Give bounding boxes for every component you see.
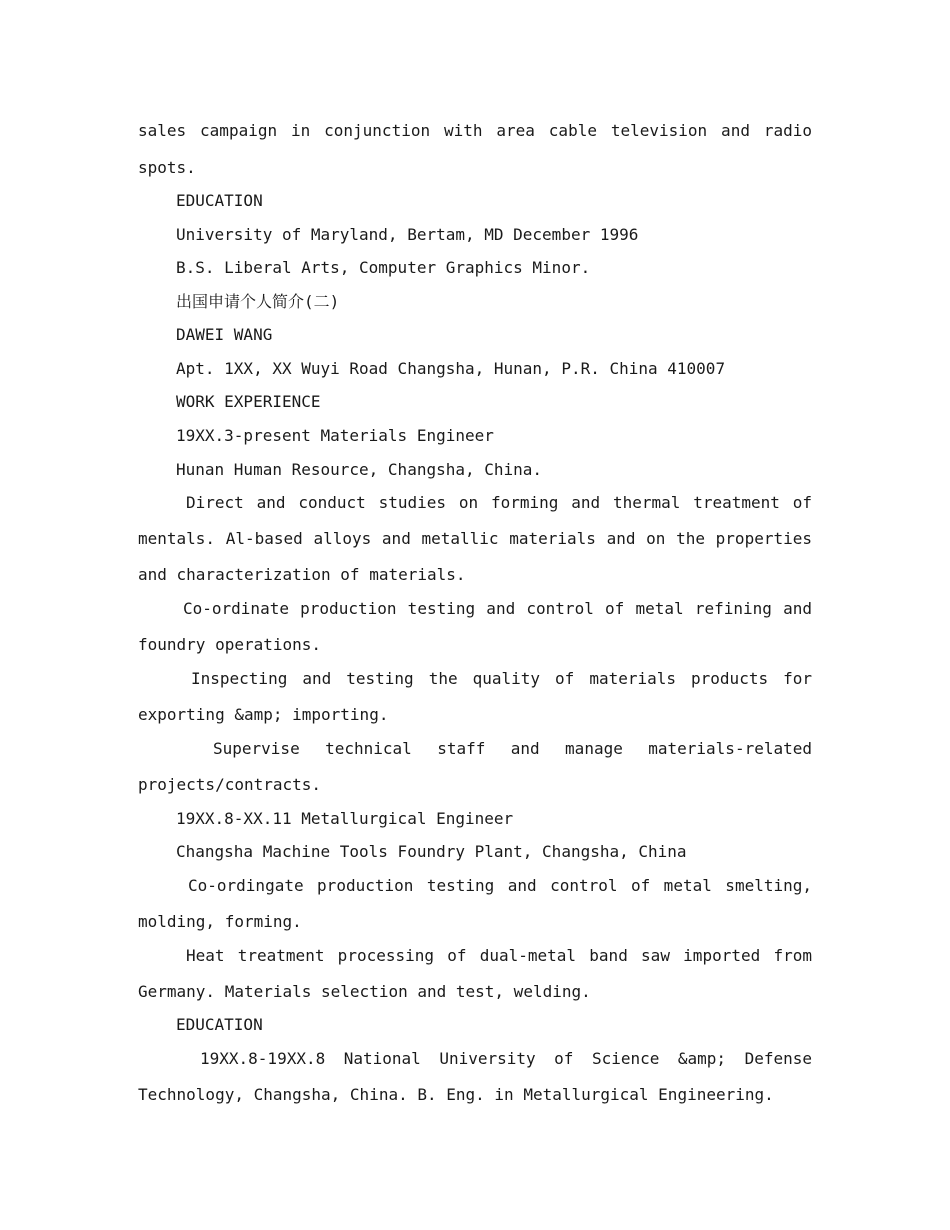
text-line: University of Maryland, Bertam, MD December 1996 [176,225,639,244]
text-line: and characterization of materials. [138,565,466,584]
text-line: projects/contracts. [138,775,322,794]
text-line: exporting &amp; importing. [138,705,389,724]
section-heading-education: EDUCATION [176,191,263,210]
text-line: Co-ordinate production testing and control of metal refining and [183,599,812,618]
text-line: mentals. Al-based alloys and metallic materials and on the properties [138,529,812,548]
text-line: Inspecting and testing the quality of materials products for [191,669,812,688]
text-line: Hunan Human Resource, Changsha, China. [176,460,543,479]
text-line: Supervise technical staff and manage materials-related [213,739,812,758]
address-line: Apt. 1XX, XX Wuyi Road Changsha, Hunan, P.R. China 410007 [176,359,726,378]
text-line: Direct and conduct studies on forming and thermal treatment of [186,493,812,512]
text-line: 19XX.8-19XX.8 National University of Science &amp; Defense [200,1049,812,1068]
text-line: Germany. Materials selection and test, welding. [138,982,591,1001]
text-line: 19XX.3-present Materials Engineer [176,426,494,445]
text-line: Co-ordingate production testing and control of metal smelting, [188,876,812,895]
text-line: sales campaign in conjunction with area cable television and radio [138,121,812,140]
person-name: DAWEI WANG [176,325,273,344]
text-line: 19XX.8-XX.11 Metallurgical Engineer [176,809,514,828]
text-line: Changsha Machine Tools Foundry Plant, Changsha, China [176,842,687,861]
section-heading-work-experience: WORK EXPERIENCE [176,392,321,411]
text-line: spots. [138,158,196,177]
section-heading-education: EDUCATION [176,1015,263,1034]
text-line: molding, forming. [138,912,302,931]
text-line: B.S. Liberal Arts, Computer Graphics Minor. [176,258,591,277]
text-line: Technology, Changsha, China. B. Eng. in Metallurgical Engineering. [138,1085,774,1104]
text-line: foundry operations. [138,635,322,654]
text-line: Heat treatment processing of dual-metal band saw imported from [186,946,812,965]
document-subtitle: 出国申请个人简介(二) [176,292,340,311]
